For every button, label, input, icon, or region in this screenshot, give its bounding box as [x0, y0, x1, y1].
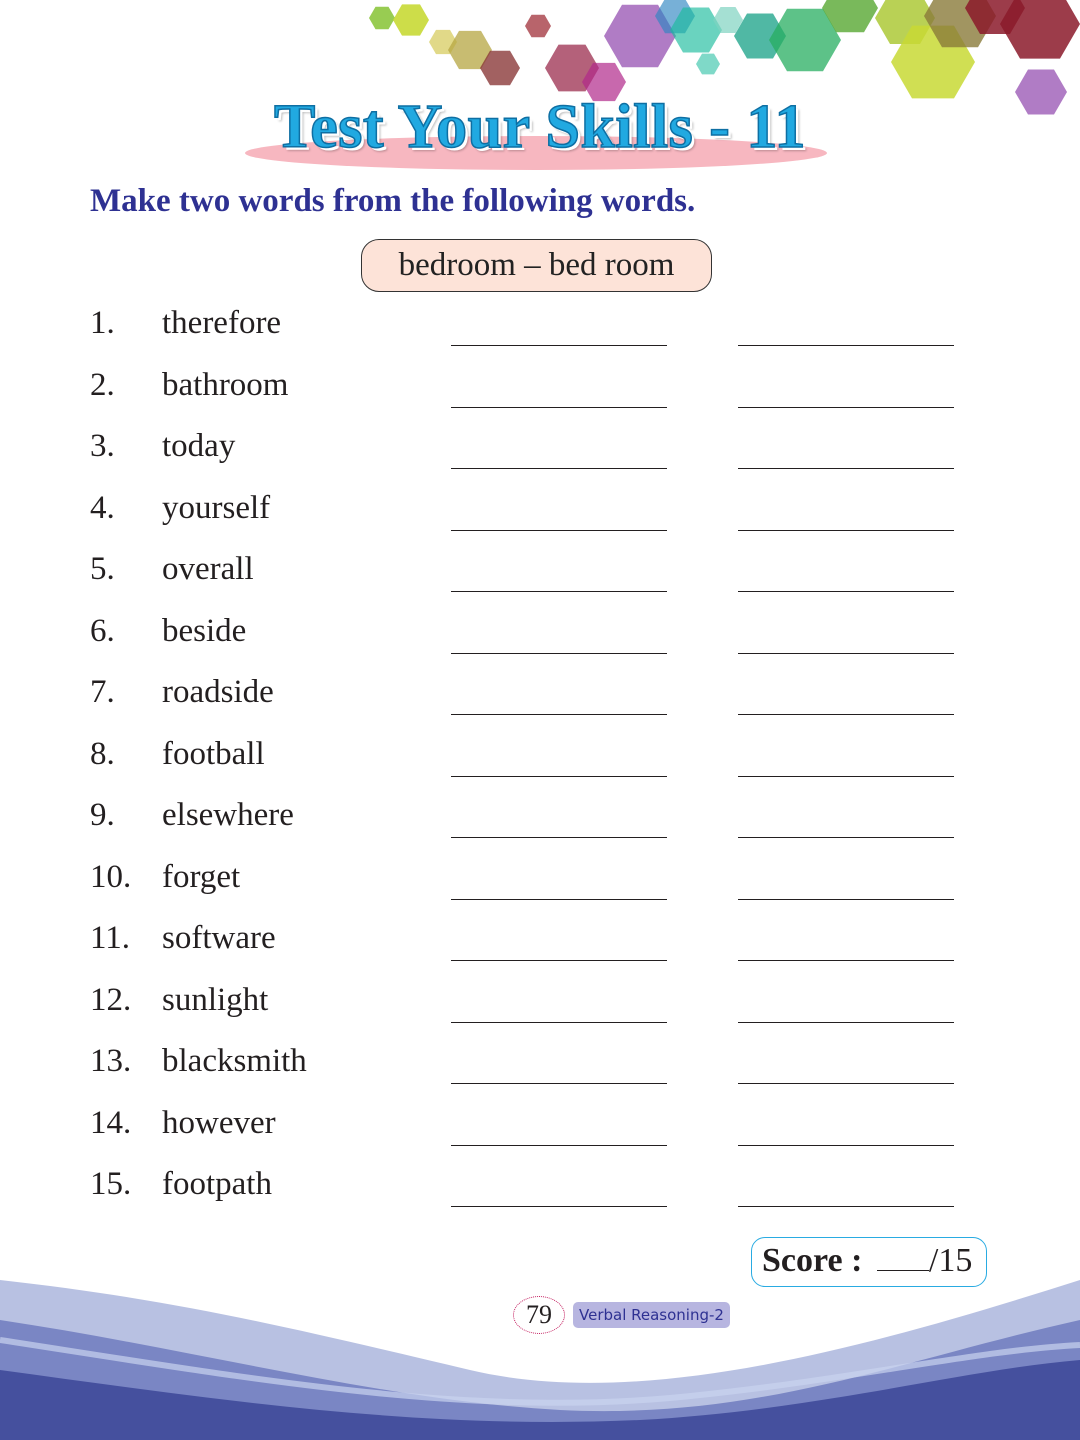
- question-number: 1.: [90, 305, 115, 341]
- question-word: forget: [162, 858, 241, 895]
- question-number: 14.: [90, 1104, 132, 1141]
- question-row: [0, 674, 1080, 735]
- example-box: bedroom – bed room: [361, 239, 712, 292]
- answer-blank-second[interactable]: [738, 530, 954, 531]
- answer-blank-second[interactable]: [738, 776, 954, 777]
- question-row: [0, 490, 1080, 551]
- question-row: [0, 367, 1080, 428]
- score-label: Score :: [762, 1242, 863, 1279]
- question-row: [0, 305, 1080, 366]
- answer-blank-second[interactable]: [738, 1145, 954, 1146]
- answer-blank-first[interactable]: [451, 837, 667, 838]
- hexagon-shape: [393, 4, 429, 35]
- question-row: [0, 736, 1080, 797]
- question-row: [0, 428, 1080, 489]
- question-row: [0, 1166, 1080, 1227]
- hexagon-shape: [1000, 0, 1080, 59]
- answer-blank-first[interactable]: [451, 345, 667, 346]
- question-row: [0, 551, 1080, 612]
- answer-blank-second[interactable]: [738, 837, 954, 838]
- page-title: Test Your Skills - 11: [274, 93, 806, 161]
- title-area: [0, 92, 1080, 182]
- question-word: software: [162, 920, 276, 956]
- question-word: yourself: [162, 489, 271, 526]
- answer-blank-second[interactable]: [738, 899, 954, 900]
- question-number: 10.: [90, 858, 132, 895]
- question-word: footpath: [162, 1166, 272, 1202]
- answer-blank-first[interactable]: [451, 468, 667, 469]
- question-word: however: [162, 1104, 276, 1141]
- hexagon-shape: [369, 7, 395, 30]
- question-word: today: [162, 428, 236, 464]
- question-word: beside: [162, 612, 247, 649]
- question-number: 12.: [90, 981, 132, 1018]
- question-number: 6.: [90, 612, 115, 649]
- question-row: [0, 1105, 1080, 1166]
- answer-blank-first[interactable]: [451, 714, 667, 715]
- answer-blank-first[interactable]: [451, 1206, 667, 1207]
- question-word: bathroom: [162, 366, 289, 403]
- question-row: [0, 859, 1080, 920]
- answer-blank-second[interactable]: [738, 1206, 954, 1207]
- question-number: 13.: [90, 1043, 132, 1079]
- answer-blank-second[interactable]: [738, 591, 954, 592]
- question-number: 9.: [90, 797, 115, 833]
- hexagon-shape: [696, 54, 720, 75]
- answer-blank-second[interactable]: [738, 1022, 954, 1023]
- page-number: 79: [513, 1296, 565, 1334]
- answer-blank-first[interactable]: [451, 591, 667, 592]
- question-row: [0, 797, 1080, 858]
- answer-blank-second[interactable]: [738, 1083, 954, 1084]
- answer-blank-first[interactable]: [451, 530, 667, 531]
- answer-blank-second[interactable]: [738, 653, 954, 654]
- question-number: 2.: [90, 366, 115, 403]
- question-number: 4.: [90, 489, 115, 526]
- answer-blank-first[interactable]: [451, 1083, 667, 1084]
- answer-blank-first[interactable]: [451, 776, 667, 777]
- question-word: sunlight: [162, 981, 269, 1018]
- question-word: therefore: [162, 305, 282, 341]
- question-number: 7.: [90, 674, 115, 710]
- answer-blank-first[interactable]: [451, 1145, 667, 1146]
- score-total: /15: [928, 1242, 973, 1279]
- answer-blank-first[interactable]: [451, 899, 667, 900]
- answer-blank-first[interactable]: [451, 653, 667, 654]
- question-word: roadside: [162, 674, 274, 710]
- question-row: [0, 1043, 1080, 1104]
- question-word: blacksmith: [162, 1043, 307, 1079]
- answer-blank-second[interactable]: [738, 468, 954, 469]
- question-word: overall: [162, 551, 254, 587]
- hexagon-shape: [525, 15, 551, 38]
- answer-blank-second[interactable]: [738, 407, 954, 408]
- answer-blank-second[interactable]: [738, 714, 954, 715]
- answer-blank-first[interactable]: [451, 960, 667, 961]
- question-row: [0, 920, 1080, 981]
- answer-blank-second[interactable]: [738, 345, 954, 346]
- answer-blank-first[interactable]: [451, 1022, 667, 1023]
- book-title-label: Verbal Reasoning-2: [573, 1302, 730, 1328]
- question-number: 8.: [90, 735, 115, 772]
- question-number: 3.: [90, 428, 115, 464]
- decorative-waves: [0, 1260, 1080, 1440]
- question-row: [0, 613, 1080, 674]
- answer-blank-second[interactable]: [738, 960, 954, 961]
- question-number: 5.: [90, 551, 115, 587]
- question-word: elsewhere: [162, 797, 294, 833]
- question-number: 15.: [90, 1166, 132, 1202]
- question-row: [0, 982, 1080, 1043]
- question-word: football: [162, 735, 265, 772]
- instruction-text: Make two words from the following words.: [90, 183, 696, 219]
- question-number: 11.: [90, 920, 131, 956]
- answer-blank-first[interactable]: [451, 407, 667, 408]
